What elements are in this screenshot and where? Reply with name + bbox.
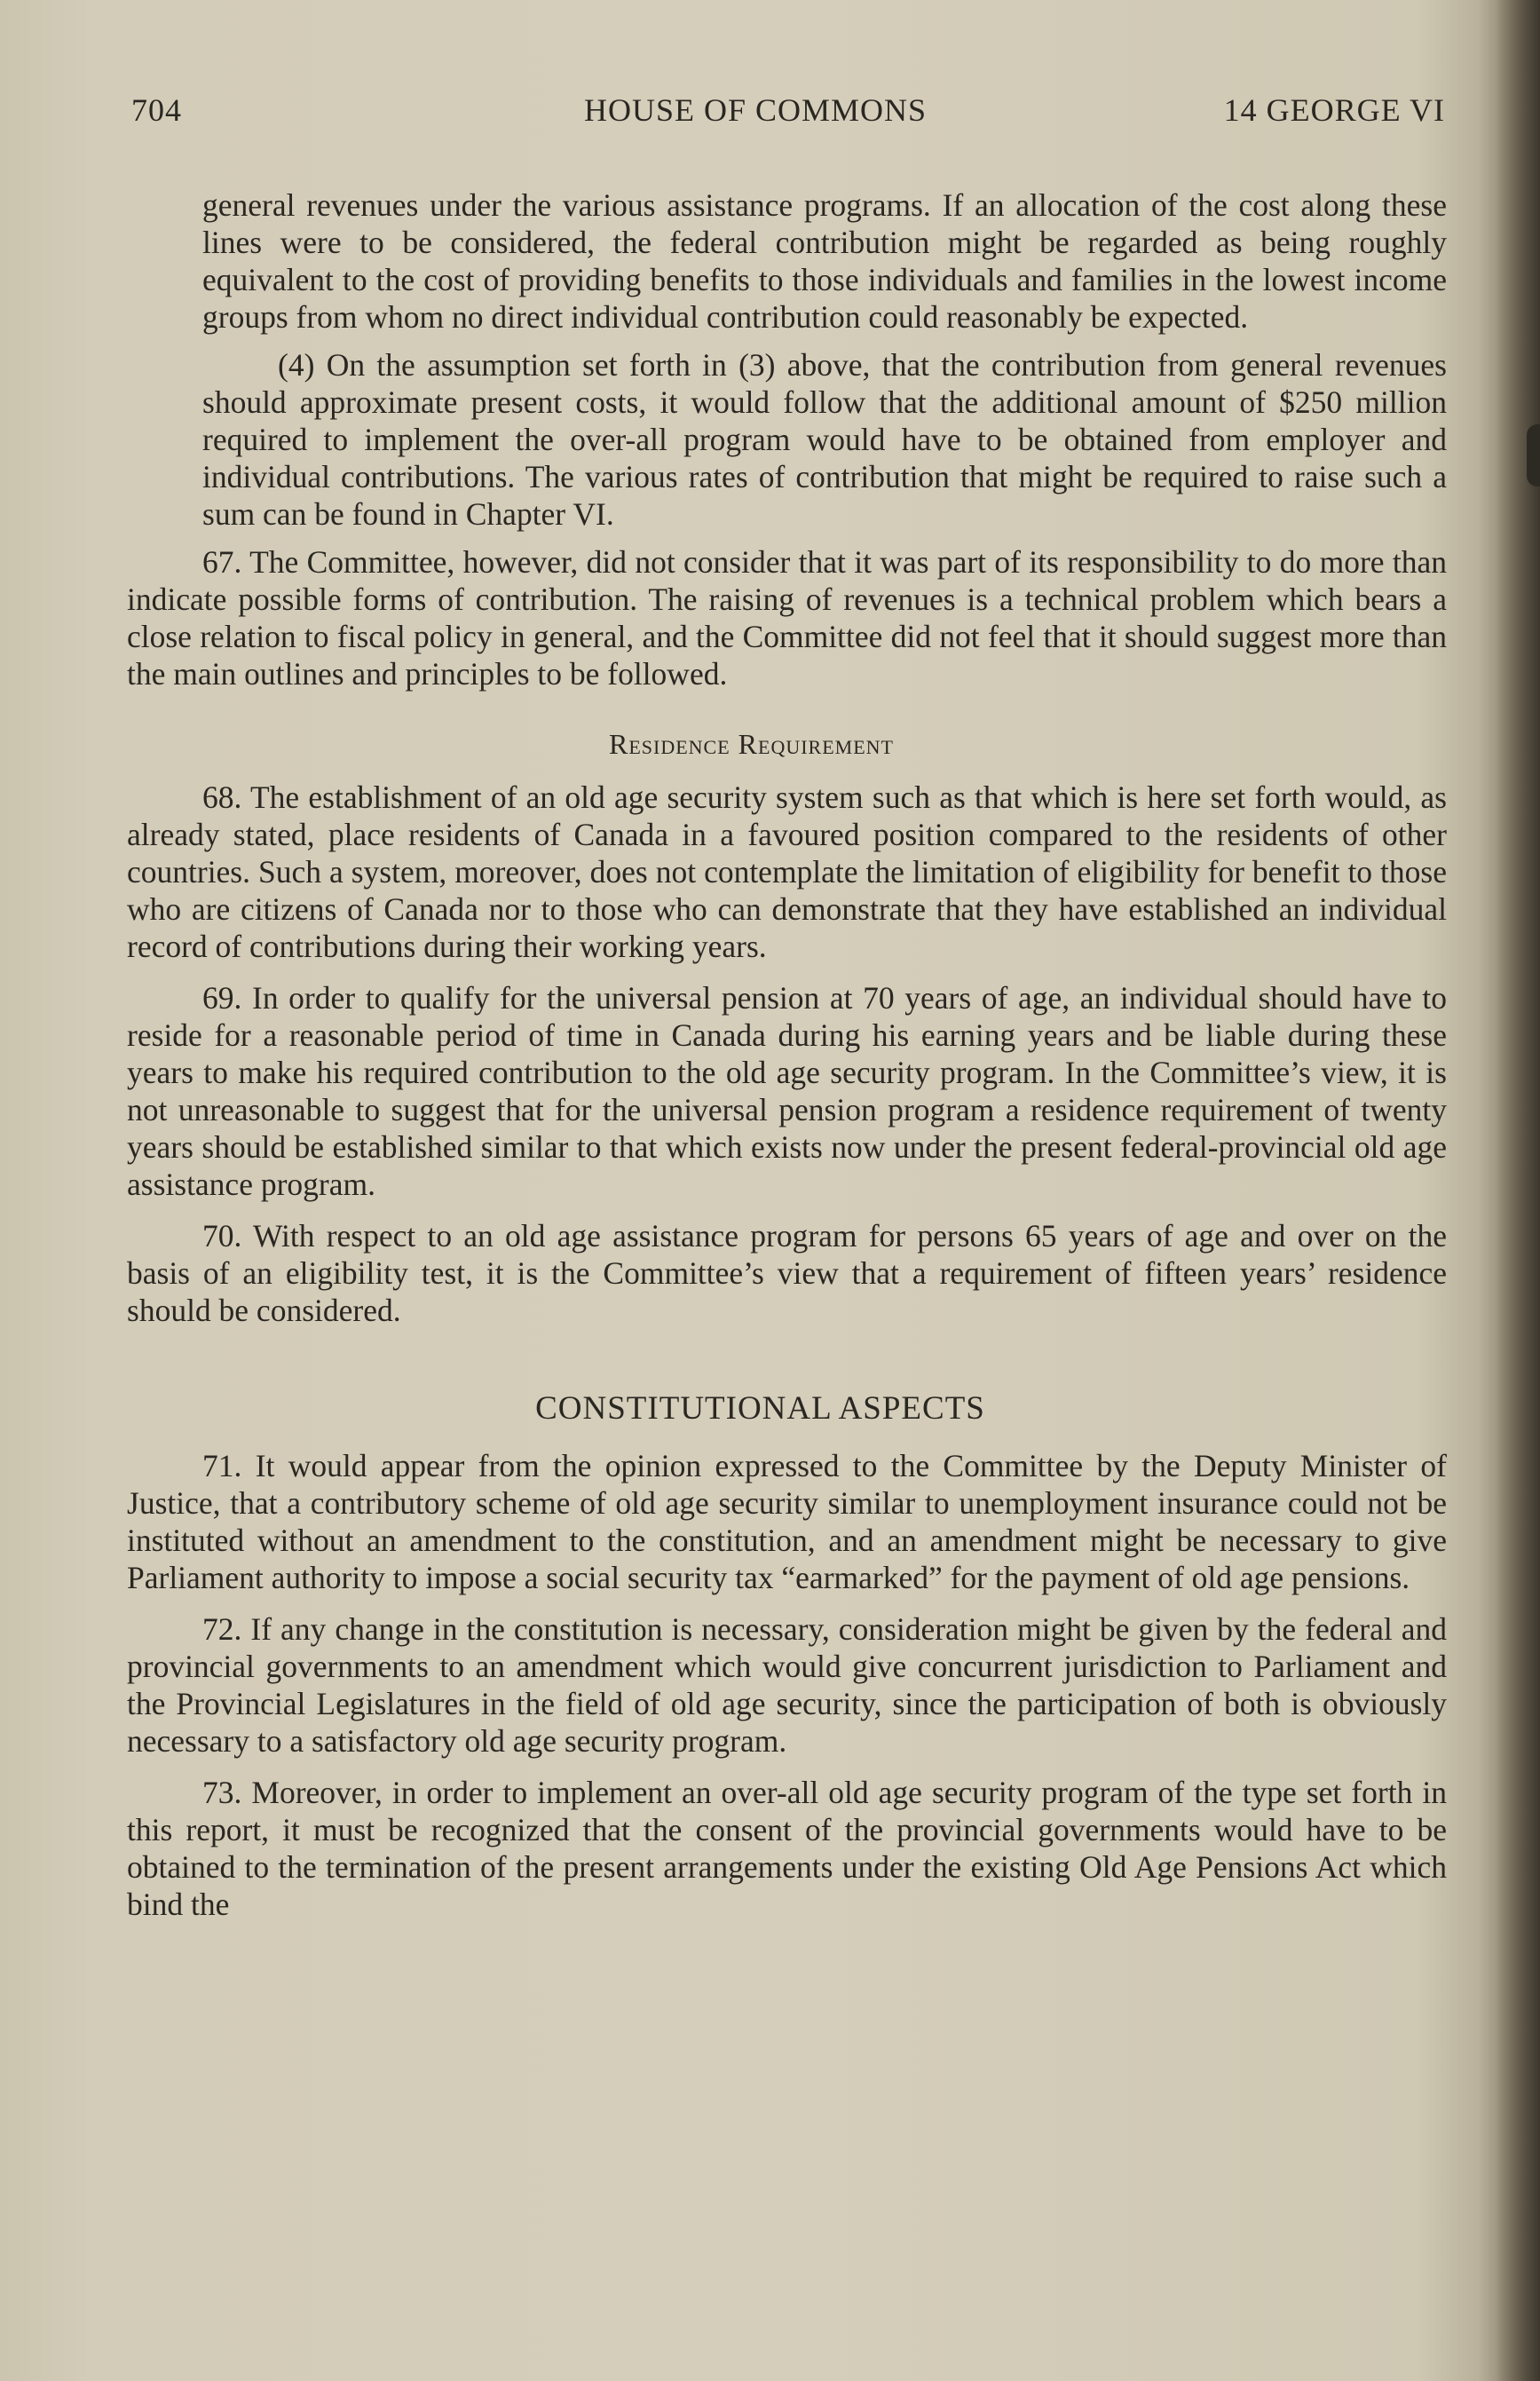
- paragraph-68: 68. The establishment of an old age security system such as that which is here set forth would, as already stated, place residents of Canada in a favoured position compared to the residents of other countries. Such a system, moreover, does not contemplate the limitation of eligibility for benefit to those who are citizens of Canada nor to those who can demonstrate that they have established an individual record of contributions during their working years.: [127, 779, 1447, 964]
- paragraph-70: 70. With respect to an old age assistance program for persons 65 years of age and over on the basis of an eligibility test, it is the Committee’s view that a requirement of fifteen years’ residence should be considered.: [127, 1218, 1447, 1328]
- paragraph-67: 67. The Committee, however, did not consider that it was part of its responsibility to do more than indicate possible forms of contribution. The raising of revenues is a technical problem which bears a close relation to fiscal policy in general, and the Committee did not feel that it should suggest more than the main outlines and principles to be followed.: [127, 544, 1447, 692]
- paragraph-71: 71. It would appear from the opinion expressed to the Committee by the Deputy Minister of Justice, that a contributory scheme of old age security similar to unemployment insurance could not be instituted without an amendment to the constitution, and an amendment might be necessary to give Parliament authority to impose a social security tax “earmarked” for the payment of old age pensions.: [127, 1448, 1447, 1595]
- page-edge-shadow: [1496, 0, 1540, 2381]
- header-title: HOUSE OF COMMONS: [584, 92, 928, 128]
- paragraph-69: 69. In order to qualify for the universal pension at 70 years of age, an individual should have to reside for a reasonable period of time in Canada during his earning years and be liable during these years to make his required contribution to the old age security program. In the Committee’s view, it is not unreasonable to suggest that for the universal pension program a residence requirement of twenty years should be established similar to that which exists now under the present federal-provincial old age assistance program.: [127, 980, 1447, 1202]
- paragraph-72: 72. If any change in the constitution is necessary, consideration might be given by the federal and provincial governments to an amendment which would give concurrent jurisdiction to Parliament and the Provincial Legislatures in the field of old age security, since the participation of both is obviously necessary to a satisfactory old age security program.: [127, 1611, 1447, 1759]
- section-heading-residence: Residence Requirement: [609, 728, 894, 760]
- paragraph-4: (4) On the assumption set forth in (3) above, that the contribution from general revenues should approximate present costs, it would follow that the additional amount of $250 million required to implement the over-all program would have to be obtained from employer and individual contributions. The various rates of contribution that might be required to raise such a sum can be found in Chapter VI.: [202, 347, 1447, 532]
- running-header: [131, 91, 1445, 132]
- header-regnal-year: 14 GEORGE VI: [1223, 92, 1445, 128]
- paragraph-continued: general revenues under the various assistance programs. If an allocation of the cost along these lines were to be considered, the federal contribution might be regarded as being roughly equivalent to the cost of providing benefits to those individuals and families in the lowest income groups from whom no direct individual contribution could reasonably be expected.: [202, 187, 1447, 335]
- paragraph-73: 73. Moreover, in order to implement an over-all old age security program of the type set forth in this report, it must be recognized that the consent of the provincial governments would have to be obtained to the termination of the present arrangements under the existing Old Age Pensions Act which bind the: [127, 1775, 1447, 1922]
- page-number: 704: [131, 92, 182, 128]
- binding-tab: [1527, 424, 1540, 486]
- page-body: [127, 186, 1447, 1937]
- section-heading-constitutional: CONSTITUTIONAL ASPECTS: [535, 1390, 985, 1427]
